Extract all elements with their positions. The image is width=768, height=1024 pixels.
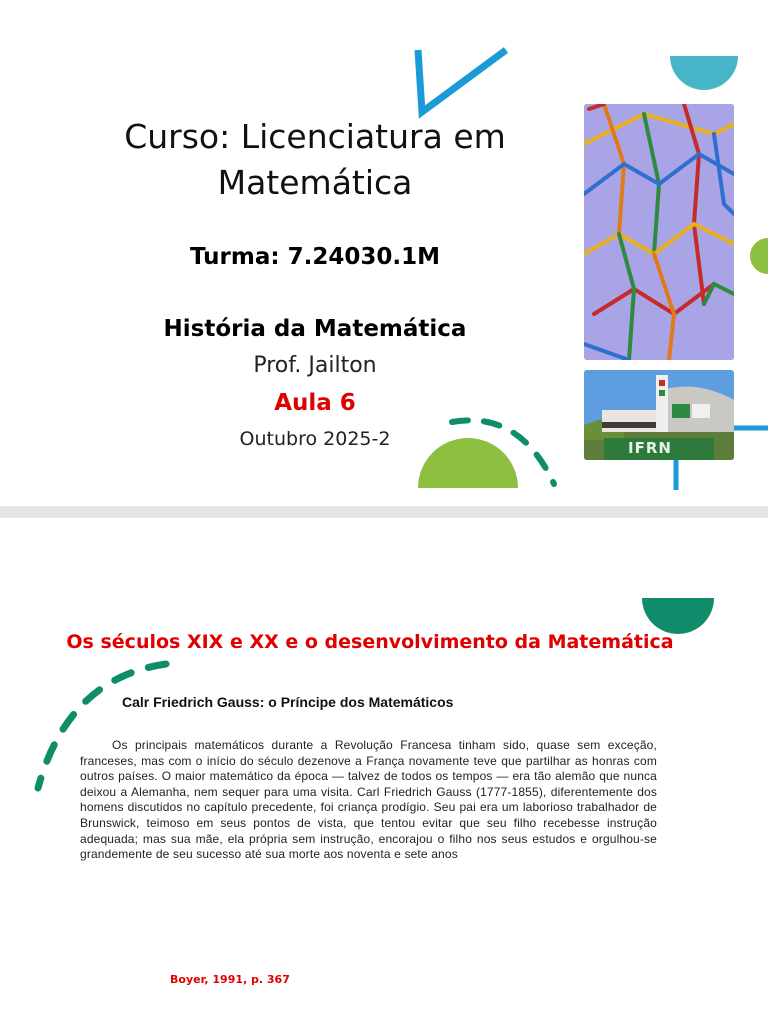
subject-title: História da Matemática	[163, 316, 467, 342]
geometric-sticks-photo	[584, 104, 734, 360]
lesson-date: Outubro 2025-2	[239, 428, 391, 450]
light-blue-half-circle-shape	[670, 56, 742, 96]
professor-name: Prof. Jailton	[253, 353, 377, 378]
quoted-paragraph: Os principais matemáticos durante a Revolução Francesa tinham sido, quase sem exceção, franceses, mas com o início do século dezenove a França novamente teve que partilhar as honras com outros países. O maior matemático da época — talvez de todos os tempos — era tão alemão que nunca deixou a Alemanha, nem sequer para uma visita. Carl Friedrich Gauss (1777-1855), diferentemente dos homens discutidos no capítulo precedente, foi criança prodígio. Seu pai era um laborioso trabalhador de Brunswick, teimoso em seus pontos de vista, que tentou evitar que seu filho recebesse instrução adequada; mas sua mãe, ela própria sem instrução, encorajou o filho nos seus estudos e orgulhou-se grandemente de seu sucesso até sua morte aos noventa e sete anos	[80, 738, 657, 862]
campus-building-photo	[584, 370, 734, 460]
lesson-number: Aula 6	[274, 390, 356, 416]
course-title-line2: Matemática	[217, 163, 413, 202]
title-slide	[0, 0, 768, 506]
course-title-line1: Curso: Licenciatura em	[124, 117, 506, 156]
content-slide	[0, 518, 768, 1024]
section-heading: Os séculos XIX e XX e o desenvolvimento da Matemática	[66, 631, 674, 653]
section-subheading: Calr Friedrich Gauss: o Príncipe dos Matemáticos	[122, 694, 454, 710]
class-code: Turma: 7.24030.1M	[190, 244, 440, 270]
dashed-arc-shape	[450, 410, 570, 490]
campus-sign-text: IFRN	[628, 439, 672, 457]
course-title	[60, 114, 570, 206]
green-half-circle-right-shape	[756, 238, 768, 278]
teal-triangle-shape	[410, 50, 520, 120]
source-citation: Boyer, 1991, p. 367	[170, 973, 290, 986]
